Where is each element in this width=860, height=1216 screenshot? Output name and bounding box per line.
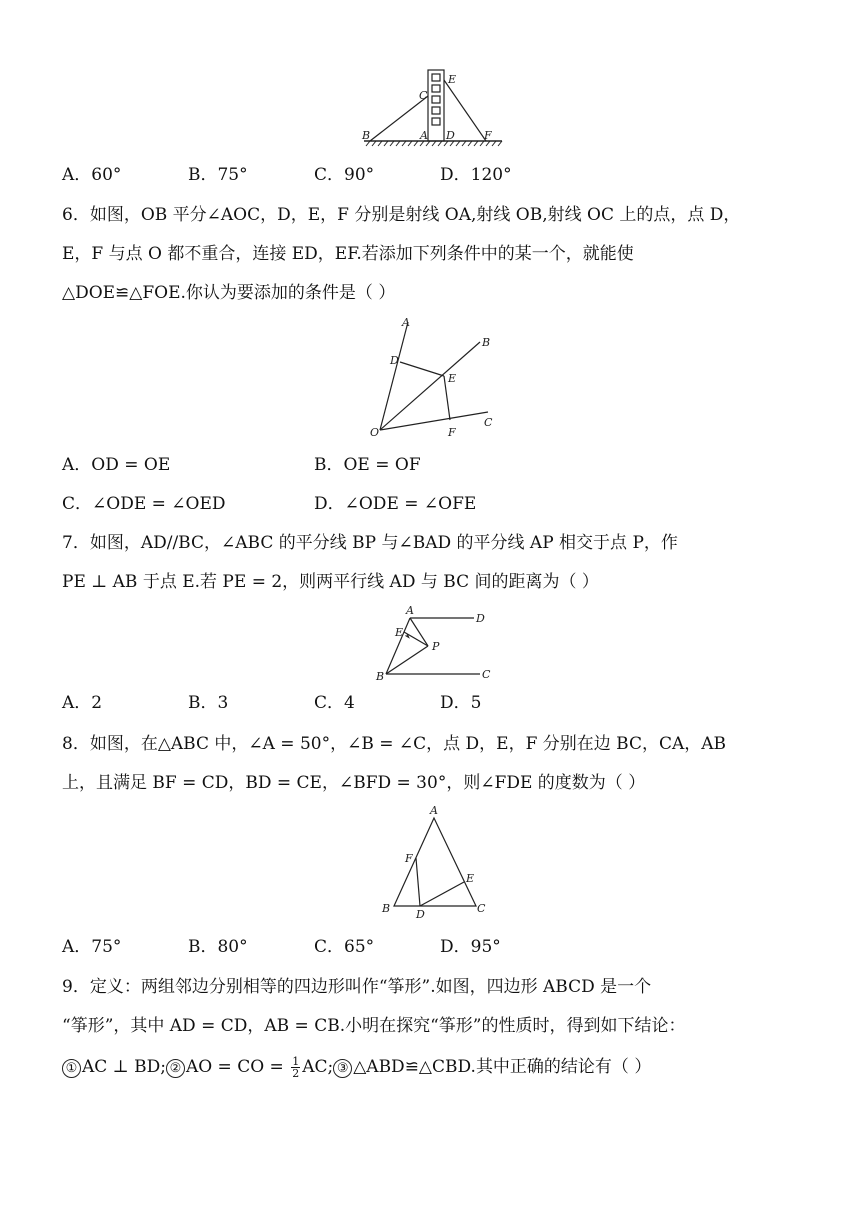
q6-segment-de — [400, 362, 444, 376]
q6-stem-line-1: 6．如图，OB 平分∠AOC，D，E，F 分别是射线 OA,射线 OB,射线 OC 上的点，点 D， — [62, 205, 741, 225]
q6-figure — [364, 312, 504, 442]
q8-option-c[interactable]: C．65° — [314, 937, 375, 957]
q5-option-b[interactable]: B．75° — [188, 165, 248, 185]
q6-label-a: A — [402, 316, 410, 329]
q8-label-e: E — [466, 872, 475, 885]
q6-label-c: C — [484, 416, 493, 429]
q5-option-a[interactable]: A．60° — [62, 165, 122, 185]
q6-ray-oa — [380, 322, 408, 430]
q5-ground-hatching — [364, 141, 502, 146]
q9-stem-line-3 — [62, 1056, 651, 1079]
q6-ray-oc — [380, 412, 488, 430]
q5-tower — [428, 70, 444, 141]
q5-option-c[interactable]: C．90° — [314, 165, 375, 185]
q6-option-c[interactable]: C．∠ODE = ∠OED — [62, 494, 226, 514]
q9-conclusion-2-tail: AC; — [302, 1057, 334, 1077]
q6-stem-line-3: △DOE≌△FOE.你认为要添加的条件是（ ） — [62, 283, 396, 303]
q5-label-f: F — [484, 129, 492, 142]
q7-stem-line-1: 7．如图，AD//BC，∠ABC 的平分线 BP 与∠BAD 的平分线 AP 相交于点 P，作 — [62, 533, 678, 553]
q8-label-b: B — [382, 902, 391, 915]
q9-conclusion-2-text: AO = CO = — [185, 1057, 290, 1077]
q6-option-a[interactable]: A．OD = OE — [62, 455, 171, 475]
q5-label-a: A — [420, 129, 428, 142]
q6-label-o: O — [370, 426, 380, 439]
q7-label-c: C — [482, 668, 491, 681]
q9-stem-line-1: 9．定义：两组邻边分别相等的四边形叫作“筝形”.如图，四边形 ABCD 是一个 — [62, 977, 652, 997]
q9-conclusion-1-marker: ① — [62, 1059, 81, 1078]
q7-label-a: A — [406, 604, 414, 617]
q6-label-b: B — [482, 336, 491, 349]
q8-segment-de — [420, 882, 464, 906]
q7-stem-line-2: PE ⊥ AB 于点 E.若 PE = 2，则两平行线 AD 与 BC 间的距离为（ ） — [62, 572, 599, 592]
q8-stem-line-1: 8．如图，在△ABC 中，∠A = 50°，∠B = ∠C，点 D，E，F 分别在边 BC，CA，AB — [62, 734, 727, 754]
q6-label-d: D — [390, 354, 399, 367]
q9-fraction-numerator: 1 — [292, 1055, 300, 1068]
q9-conclusion-1: AC ⊥ BD; — [82, 1057, 166, 1077]
q8-label-a: A — [430, 804, 438, 817]
q7-option-c[interactable]: C．4 — [314, 693, 355, 713]
q8-label-d: D — [416, 908, 425, 921]
q7-segment-ap — [410, 618, 428, 646]
q7-label-e: E — [395, 626, 404, 639]
q7-label-p: P — [432, 640, 440, 653]
q6-stem-line-2: E，F 与点 O 都不重合，连接 ED，EF.若添加下列条件中的某一个，就能使 — [62, 244, 634, 264]
q8-stem-line-2: 上，且满足 BF = CD，BD = CE，∠BFD = 30°，则∠FDE 的度数为（ ） — [62, 773, 646, 793]
q7-option-a[interactable]: A．2 — [62, 693, 103, 713]
q5-label-e: E — [448, 73, 457, 86]
q8-option-a[interactable]: A．75° — [62, 937, 122, 957]
q8-figure — [376, 804, 494, 922]
q7-option-b[interactable]: B．3 — [188, 693, 229, 713]
q6-label-e: E — [448, 372, 457, 385]
q6-label-f: F — [448, 426, 456, 439]
q8-option-d[interactable]: D．95° — [440, 937, 501, 957]
q7-label-d: D — [476, 612, 485, 625]
q9-fraction-denominator: 2 — [292, 1067, 300, 1080]
q7-figure — [370, 604, 494, 684]
q5-label-d: D — [446, 129, 455, 142]
q5-figure — [360, 66, 506, 150]
q7-option-d[interactable]: D．5 — [440, 693, 482, 713]
q5-option-d[interactable]: D．120° — [440, 165, 512, 185]
q8-option-b[interactable]: B．80° — [188, 937, 248, 957]
q8-label-f: F — [405, 852, 413, 865]
q9-conclusion-3: △ABD≌△CBD.其中正确的结论有（ ） — [353, 1057, 652, 1077]
q9-fraction — [291, 1056, 300, 1079]
q9-stem-line-2: “筝形”，其中 AD = CD，AB = CB.小明在探究“筝形”的性质时，得到如下结论： — [62, 1016, 686, 1036]
q5-label-c: C — [419, 89, 428, 102]
q8-label-c: C — [477, 902, 486, 915]
q6-option-b[interactable]: B．OE = OF — [314, 455, 421, 475]
q9-conclusion-2-marker: ② — [166, 1059, 185, 1078]
q8-segment-fd — [416, 858, 420, 906]
q9-conclusion-3-marker: ③ — [333, 1059, 352, 1078]
q7-label-b: B — [376, 670, 385, 683]
q6-option-d[interactable]: D．∠ODE = ∠OFE — [314, 494, 477, 514]
q5-label-b: B — [362, 129, 371, 142]
